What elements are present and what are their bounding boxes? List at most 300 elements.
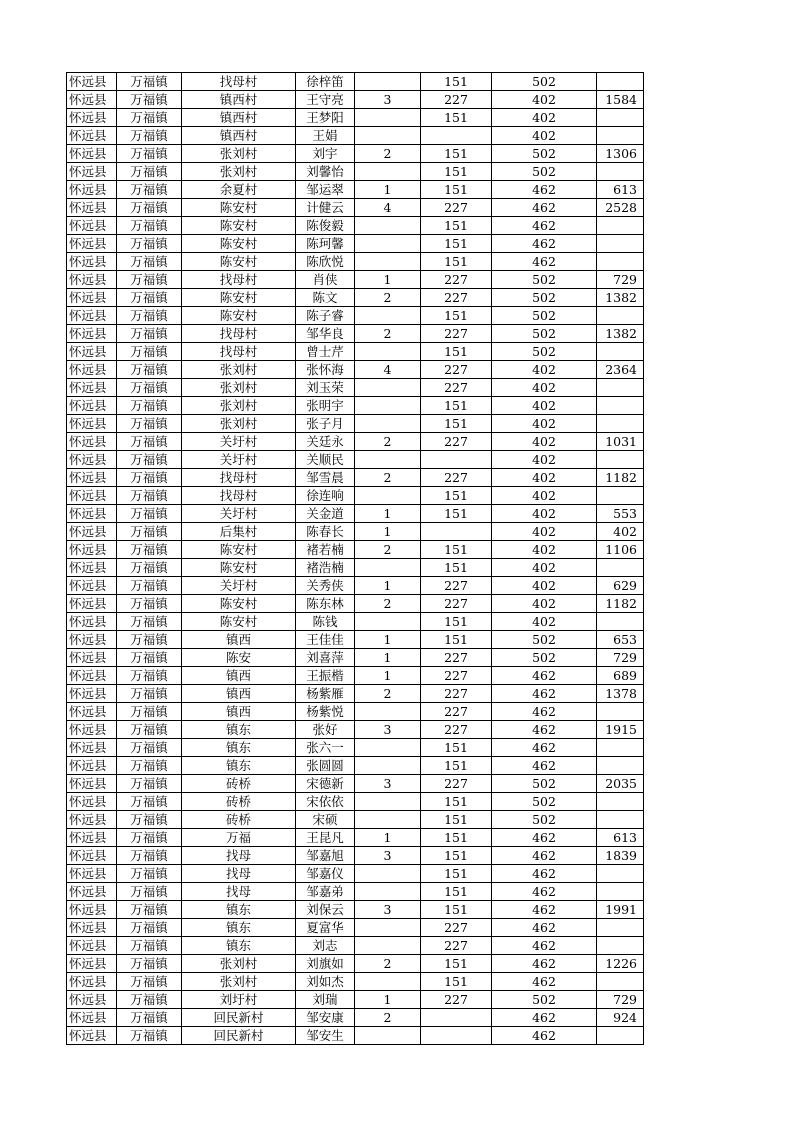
value-a-cell: 151	[421, 739, 492, 757]
value-b-cell: 462	[492, 829, 597, 847]
table-row	[67, 793, 644, 811]
total-cell	[597, 559, 644, 577]
table-row	[67, 685, 644, 703]
count-cell	[355, 397, 421, 415]
value-a-cell: 227	[421, 469, 492, 487]
town-cell: 万福镇	[117, 181, 182, 199]
village-cell: 找母村	[182, 343, 296, 361]
value-b-cell: 462	[492, 199, 597, 217]
name-cell: 陈文	[296, 289, 355, 307]
county-cell: 怀远县	[67, 973, 117, 991]
county-cell: 怀远县	[67, 775, 117, 793]
count-cell: 3	[355, 721, 421, 739]
village-cell: 砖桥	[182, 775, 296, 793]
count-cell	[355, 559, 421, 577]
name-cell: 关顺民	[296, 451, 355, 469]
value-b-cell: 462	[492, 703, 597, 721]
town-cell: 万福镇	[117, 613, 182, 631]
total-cell: 1382	[597, 289, 644, 307]
value-b-cell: 402	[492, 541, 597, 559]
count-cell: 1	[355, 505, 421, 523]
total-cell	[597, 937, 644, 955]
count-cell: 2	[355, 145, 421, 163]
total-cell: 1182	[597, 595, 644, 613]
total-cell: 613	[597, 181, 644, 199]
village-cell: 镇东	[182, 901, 296, 919]
total-cell: 1382	[597, 325, 644, 343]
town-cell: 万福镇	[117, 649, 182, 667]
village-cell: 关圩村	[182, 433, 296, 451]
village-cell: 张刘村	[182, 361, 296, 379]
value-a-cell: 151	[421, 541, 492, 559]
county-cell: 怀远县	[67, 469, 117, 487]
total-cell	[597, 613, 644, 631]
name-cell: 陈俊毅	[296, 217, 355, 235]
count-cell	[355, 343, 421, 361]
value-a-cell: 151	[421, 109, 492, 127]
total-cell: 1031	[597, 433, 644, 451]
name-cell: 关廷永	[296, 433, 355, 451]
county-cell: 怀远县	[67, 487, 117, 505]
value-b-cell: 402	[492, 505, 597, 523]
town-cell: 万福镇	[117, 811, 182, 829]
total-cell: 2035	[597, 775, 644, 793]
value-b-cell: 462	[492, 955, 597, 973]
village-cell: 镇东	[182, 937, 296, 955]
name-cell: 徐梓笛	[296, 73, 355, 91]
name-cell: 邹嘉仪	[296, 865, 355, 883]
value-b-cell: 462	[492, 757, 597, 775]
value-a-cell: 151	[421, 145, 492, 163]
table-row	[67, 541, 644, 559]
count-cell: 1	[355, 991, 421, 1009]
count-cell	[355, 793, 421, 811]
village-cell: 找母	[182, 883, 296, 901]
town-cell: 万福镇	[117, 559, 182, 577]
county-cell: 怀远县	[67, 217, 117, 235]
value-a-cell: 227	[421, 289, 492, 307]
town-cell: 万福镇	[117, 109, 182, 127]
table-row	[67, 919, 644, 937]
value-b-cell: 502	[492, 649, 597, 667]
value-b-cell: 462	[492, 901, 597, 919]
county-cell: 怀远县	[67, 667, 117, 685]
total-cell	[597, 1027, 644, 1045]
name-cell: 张子月	[296, 415, 355, 433]
village-cell: 找母	[182, 847, 296, 865]
count-cell	[355, 865, 421, 883]
count-cell: 1	[355, 667, 421, 685]
village-cell: 余夏村	[182, 181, 296, 199]
name-cell: 王娟	[296, 127, 355, 145]
count-cell	[355, 127, 421, 145]
value-b-cell: 402	[492, 577, 597, 595]
value-b-cell: 462	[492, 1009, 597, 1027]
county-cell: 怀远县	[67, 883, 117, 901]
value-a-cell	[421, 451, 492, 469]
village-cell: 陈安村	[182, 289, 296, 307]
value-a-cell: 151	[421, 505, 492, 523]
total-cell: 402	[597, 523, 644, 541]
town-cell: 万福镇	[117, 793, 182, 811]
town-cell: 万福镇	[117, 577, 182, 595]
total-cell	[597, 73, 644, 91]
town-cell: 万福镇	[117, 271, 182, 289]
table-row	[67, 91, 644, 109]
name-cell: 褚浩楠	[296, 559, 355, 577]
value-b-cell: 502	[492, 991, 597, 1009]
table-row	[67, 577, 644, 595]
total-cell	[597, 397, 644, 415]
value-a-cell: 151	[421, 613, 492, 631]
count-cell: 3	[355, 847, 421, 865]
value-b-cell: 502	[492, 343, 597, 361]
value-b-cell: 402	[492, 109, 597, 127]
table-row	[67, 739, 644, 757]
count-cell: 2	[355, 541, 421, 559]
value-a-cell: 151	[421, 955, 492, 973]
name-cell: 陈东林	[296, 595, 355, 613]
name-cell: 刘馨怡	[296, 163, 355, 181]
village-cell: 镇东	[182, 757, 296, 775]
count-cell: 1	[355, 181, 421, 199]
table-row	[67, 631, 644, 649]
county-cell: 怀远县	[67, 685, 117, 703]
table-row	[67, 991, 644, 1009]
total-cell	[597, 307, 644, 325]
name-cell: 杨紫雁	[296, 685, 355, 703]
town-cell: 万福镇	[117, 901, 182, 919]
count-cell	[355, 739, 421, 757]
value-b-cell: 502	[492, 631, 597, 649]
town-cell: 万福镇	[117, 307, 182, 325]
value-a-cell: 151	[421, 415, 492, 433]
table-row	[67, 883, 644, 901]
count-cell	[355, 973, 421, 991]
value-b-cell: 462	[492, 217, 597, 235]
value-b-cell: 502	[492, 307, 597, 325]
count-cell: 2	[355, 685, 421, 703]
table-row	[67, 271, 644, 289]
name-cell: 陈子睿	[296, 307, 355, 325]
village-cell: 关圩村	[182, 577, 296, 595]
table-row	[67, 847, 644, 865]
total-cell	[597, 163, 644, 181]
town-cell: 万福镇	[117, 937, 182, 955]
name-cell: 邹华良	[296, 325, 355, 343]
table-row	[67, 757, 644, 775]
table-body	[67, 73, 644, 1045]
total-cell: 653	[597, 631, 644, 649]
village-cell: 镇东	[182, 721, 296, 739]
value-b-cell: 462	[492, 973, 597, 991]
total-cell: 924	[597, 1009, 644, 1027]
town-cell: 万福镇	[117, 667, 182, 685]
table-row	[67, 559, 644, 577]
value-a-cell	[421, 1027, 492, 1045]
name-cell: 王佳佳	[296, 631, 355, 649]
county-cell: 怀远县	[67, 631, 117, 649]
table-row	[67, 433, 644, 451]
value-a-cell: 151	[421, 973, 492, 991]
value-a-cell: 227	[421, 775, 492, 793]
town-cell: 万福镇	[117, 883, 182, 901]
village-cell: 张刘村	[182, 955, 296, 973]
count-cell: 3	[355, 901, 421, 919]
total-cell: 1378	[597, 685, 644, 703]
county-cell: 怀远县	[67, 919, 117, 937]
town-cell: 万福镇	[117, 595, 182, 613]
town-cell: 万福镇	[117, 469, 182, 487]
value-b-cell: 402	[492, 523, 597, 541]
county-cell: 怀远县	[67, 91, 117, 109]
table-row	[67, 973, 644, 991]
county-cell: 怀远县	[67, 271, 117, 289]
county-cell: 怀远县	[67, 703, 117, 721]
table-row	[67, 199, 644, 217]
village-cell: 回民新村	[182, 1009, 296, 1027]
value-a-cell: 151	[421, 253, 492, 271]
town-cell: 万福镇	[117, 955, 182, 973]
total-cell: 1106	[597, 541, 644, 559]
name-cell: 关秀侠	[296, 577, 355, 595]
county-cell: 怀远县	[67, 649, 117, 667]
total-cell	[597, 451, 644, 469]
table-row	[67, 73, 644, 91]
table-row	[67, 901, 644, 919]
value-b-cell: 502	[492, 775, 597, 793]
town-cell: 万福镇	[117, 721, 182, 739]
county-cell: 怀远县	[67, 181, 117, 199]
county-cell: 怀远县	[67, 145, 117, 163]
county-cell: 怀远县	[67, 865, 117, 883]
name-cell: 宋德新	[296, 775, 355, 793]
village-cell: 张刘村	[182, 397, 296, 415]
value-b-cell: 502	[492, 811, 597, 829]
value-b-cell: 402	[492, 595, 597, 613]
table-row	[67, 865, 644, 883]
county-cell: 怀远县	[67, 397, 117, 415]
county-cell: 怀远县	[67, 379, 117, 397]
village-cell: 陈安村	[182, 235, 296, 253]
town-cell: 万福镇	[117, 325, 182, 343]
county-cell: 怀远县	[67, 73, 117, 91]
name-cell: 陈春长	[296, 523, 355, 541]
name-cell: 宋硕	[296, 811, 355, 829]
town-cell: 万福镇	[117, 757, 182, 775]
total-cell	[597, 865, 644, 883]
name-cell: 陈珂馨	[296, 235, 355, 253]
village-cell: 张刘村	[182, 973, 296, 991]
village-cell: 找母村	[182, 487, 296, 505]
village-cell: 镇西村	[182, 91, 296, 109]
total-cell: 729	[597, 271, 644, 289]
value-b-cell: 402	[492, 487, 597, 505]
total-cell	[597, 793, 644, 811]
table-row	[67, 469, 644, 487]
county-cell: 怀远县	[67, 343, 117, 361]
village-cell: 陈安村	[182, 613, 296, 631]
total-cell	[597, 811, 644, 829]
name-cell: 刘保云	[296, 901, 355, 919]
village-cell: 镇西村	[182, 127, 296, 145]
name-cell: 张六一	[296, 739, 355, 757]
count-cell	[355, 109, 421, 127]
count-cell: 4	[355, 361, 421, 379]
count-cell: 1	[355, 829, 421, 847]
value-b-cell: 402	[492, 127, 597, 145]
count-cell	[355, 811, 421, 829]
name-cell: 刘瑞	[296, 991, 355, 1009]
village-cell: 刘圩村	[182, 991, 296, 1009]
table-row	[67, 397, 644, 415]
village-cell: 镇东	[182, 739, 296, 757]
value-a-cell: 151	[421, 235, 492, 253]
town-cell: 万福镇	[117, 73, 182, 91]
county-cell: 怀远县	[67, 307, 117, 325]
county-cell: 怀远县	[67, 433, 117, 451]
village-cell: 关圩村	[182, 505, 296, 523]
value-a-cell: 151	[421, 793, 492, 811]
name-cell: 刘旗如	[296, 955, 355, 973]
value-a-cell: 227	[421, 577, 492, 595]
county-cell: 怀远县	[67, 595, 117, 613]
village-cell: 镇西	[182, 685, 296, 703]
county-cell: 怀远县	[67, 523, 117, 541]
table-row	[67, 703, 644, 721]
value-a-cell: 151	[421, 829, 492, 847]
county-cell: 怀远县	[67, 289, 117, 307]
total-cell: 729	[597, 649, 644, 667]
village-cell: 张刘村	[182, 415, 296, 433]
total-cell: 1915	[597, 721, 644, 739]
count-cell: 1	[355, 649, 421, 667]
total-cell: 2364	[597, 361, 644, 379]
value-b-cell: 462	[492, 1027, 597, 1045]
table-row	[67, 505, 644, 523]
value-b-cell: 462	[492, 235, 597, 253]
town-cell: 万福镇	[117, 199, 182, 217]
county-cell: 怀远县	[67, 325, 117, 343]
table-row	[67, 127, 644, 145]
count-cell	[355, 919, 421, 937]
count-cell: 2	[355, 469, 421, 487]
table-row	[67, 163, 644, 181]
village-cell: 镇东	[182, 919, 296, 937]
table-row	[67, 289, 644, 307]
table-row	[67, 109, 644, 127]
value-a-cell	[421, 1009, 492, 1027]
table-row	[67, 235, 644, 253]
total-cell	[597, 757, 644, 775]
county-cell: 怀远县	[67, 577, 117, 595]
table-row	[67, 775, 644, 793]
village-cell: 陈安村	[182, 253, 296, 271]
name-cell: 计健云	[296, 199, 355, 217]
value-a-cell: 151	[421, 865, 492, 883]
table-row	[67, 145, 644, 163]
value-a-cell: 151	[421, 757, 492, 775]
value-a-cell: 227	[421, 991, 492, 1009]
total-cell	[597, 235, 644, 253]
count-cell	[355, 307, 421, 325]
town-cell: 万福镇	[117, 415, 182, 433]
table-row	[67, 613, 644, 631]
value-a-cell: 151	[421, 307, 492, 325]
value-a-cell: 227	[421, 325, 492, 343]
total-cell	[597, 919, 644, 937]
total-cell	[597, 379, 644, 397]
county-cell: 怀远县	[67, 739, 117, 757]
total-cell: 613	[597, 829, 644, 847]
county-cell: 怀远县	[67, 811, 117, 829]
village-cell: 镇西村	[182, 109, 296, 127]
total-cell: 629	[597, 577, 644, 595]
village-cell: 砖桥	[182, 811, 296, 829]
value-a-cell: 227	[421, 667, 492, 685]
county-cell: 怀远县	[67, 757, 117, 775]
total-cell	[597, 973, 644, 991]
count-cell: 2	[355, 595, 421, 613]
value-b-cell: 462	[492, 685, 597, 703]
table-row	[67, 307, 644, 325]
value-b-cell: 462	[492, 667, 597, 685]
count-cell	[355, 253, 421, 271]
value-b-cell: 462	[492, 865, 597, 883]
count-cell: 1	[355, 577, 421, 595]
count-cell	[355, 883, 421, 901]
county-cell: 怀远县	[67, 127, 117, 145]
count-cell: 3	[355, 91, 421, 109]
count-cell	[355, 451, 421, 469]
total-cell: 2528	[597, 199, 644, 217]
town-cell: 万福镇	[117, 703, 182, 721]
value-a-cell: 151	[421, 631, 492, 649]
value-a-cell	[421, 523, 492, 541]
value-a-cell: 151	[421, 73, 492, 91]
village-cell: 陈安	[182, 649, 296, 667]
total-cell: 1306	[597, 145, 644, 163]
name-cell: 褚若楠	[296, 541, 355, 559]
table-row	[67, 253, 644, 271]
name-cell: 王梦阳	[296, 109, 355, 127]
county-cell: 怀远县	[67, 541, 117, 559]
town-cell: 万福镇	[117, 127, 182, 145]
county-cell: 怀远县	[67, 721, 117, 739]
name-cell: 曾士芹	[296, 343, 355, 361]
name-cell: 王昆凡	[296, 829, 355, 847]
town-cell: 万福镇	[117, 253, 182, 271]
village-cell: 陈安村	[182, 217, 296, 235]
village-cell: 砖桥	[182, 793, 296, 811]
table-row	[67, 451, 644, 469]
total-cell	[597, 253, 644, 271]
name-cell: 张明宇	[296, 397, 355, 415]
name-cell: 刘如杰	[296, 973, 355, 991]
total-cell: 1584	[597, 91, 644, 109]
value-a-cell: 151	[421, 847, 492, 865]
total-cell: 1226	[597, 955, 644, 973]
village-cell: 找母	[182, 865, 296, 883]
village-cell: 镇西	[182, 667, 296, 685]
name-cell: 宋依依	[296, 793, 355, 811]
county-cell: 怀远县	[67, 559, 117, 577]
name-cell: 夏富华	[296, 919, 355, 937]
count-cell	[355, 937, 421, 955]
table-row	[67, 829, 644, 847]
name-cell: 邹安康	[296, 1009, 355, 1027]
table-row	[67, 181, 644, 199]
